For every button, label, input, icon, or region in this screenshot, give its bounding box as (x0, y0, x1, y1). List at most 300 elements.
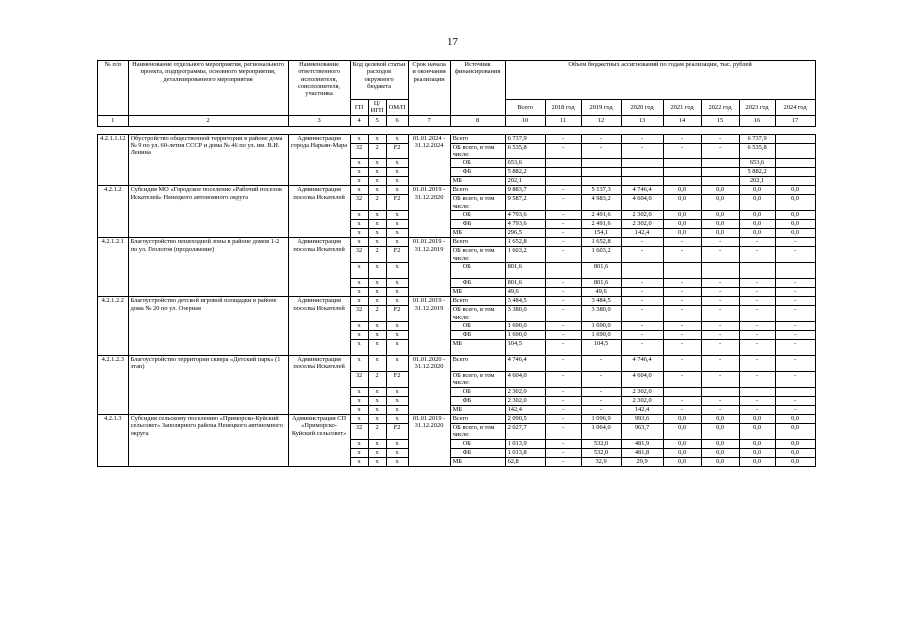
code-cell: х (386, 448, 408, 457)
code-cell: х (368, 134, 386, 143)
value-cell (701, 387, 739, 396)
code-cell: х (386, 168, 408, 177)
code-cell: х (386, 134, 408, 143)
value-cell: 6 737,9 (739, 134, 775, 143)
value-cell: - (701, 297, 739, 306)
value-cell: 1 690,0 (505, 321, 545, 330)
value-cell: - (701, 238, 739, 247)
code-cell: х (350, 457, 368, 466)
value-cell: - (775, 279, 815, 288)
value-cell: - (701, 339, 739, 355)
item-term: 01.01.2019 - 31.12.2019 (408, 297, 450, 356)
value-cell: 0,0 (663, 448, 701, 457)
item-executor: Администрация поселка Искателей (288, 238, 350, 297)
source-cell: ФБ (450, 448, 505, 457)
value-cell: 0,0 (775, 423, 815, 439)
value-cell (621, 159, 663, 168)
value-cell: - (663, 143, 701, 159)
value-cell: 0,0 (701, 423, 739, 439)
value-cell (701, 263, 739, 279)
value-cell: - (701, 306, 739, 322)
value-cell (545, 159, 581, 168)
code-cell: х (386, 387, 408, 396)
value-cell: - (775, 297, 815, 306)
value-cell: 4 604,0 (505, 371, 545, 387)
value-cell: 296,5 (505, 229, 545, 238)
value-cell: - (663, 288, 701, 297)
code-cell: 32 (350, 195, 368, 211)
header-source: Источник финансирования (450, 61, 505, 116)
value-cell (545, 263, 581, 279)
code-cell: х (368, 448, 386, 457)
value-cell: - (775, 288, 815, 297)
value-cell: 0,0 (663, 211, 701, 220)
value-cell: - (545, 143, 581, 159)
value-cell: - (581, 134, 621, 143)
value-cell: 0,0 (701, 439, 739, 448)
value-cell: 6 737,9 (505, 134, 545, 143)
code-cell: х (368, 439, 386, 448)
value-cell: 481,8 (621, 448, 663, 457)
code-cell: х (368, 186, 386, 195)
value-cell: 0,0 (663, 195, 701, 211)
source-cell: Всего (450, 355, 505, 371)
code-cell: х (368, 288, 386, 297)
header-row (98, 61, 816, 100)
code-cell: х (386, 297, 408, 306)
code-cell: х (386, 321, 408, 330)
code-cell: х (368, 396, 386, 405)
value-cell (545, 168, 581, 177)
code-cell: х (368, 297, 386, 306)
value-cell: - (739, 247, 775, 263)
value-cell: 653,6 (505, 159, 545, 168)
value-cell: 6 535,8 (739, 143, 775, 159)
value-cell: 4 604,0 (621, 195, 663, 211)
column-number: 6 (386, 115, 408, 126)
value-cell: - (545, 288, 581, 297)
value-cell: 2 491,6 (581, 211, 621, 220)
value-cell: 993,6 (621, 414, 663, 423)
header-total: Всего (505, 100, 545, 116)
header-code: Код целевой статьи расходов окружного бюджета (350, 61, 408, 100)
value-cell (663, 159, 701, 168)
code-cell: х (386, 414, 408, 423)
item-executor: Администрация СП «Приморско-Куйский сельсовет» (288, 414, 350, 466)
value-cell: 2 027,7 (505, 423, 545, 439)
value-cell: - (621, 339, 663, 355)
code-cell: х (350, 263, 368, 279)
value-cell: 963,7 (621, 423, 663, 439)
value-cell: - (545, 195, 581, 211)
value-cell (621, 177, 663, 186)
value-cell: - (701, 396, 739, 405)
code-cell: х (386, 330, 408, 339)
value-cell (545, 177, 581, 186)
column-number: 11 (545, 115, 581, 126)
value-cell: - (701, 321, 739, 330)
value-cell: 801,6 (505, 263, 545, 279)
code-cell: х (368, 238, 386, 247)
value-cell: - (545, 211, 581, 220)
code-cell: 32 (350, 371, 368, 387)
column-number: 12 (581, 115, 621, 126)
value-cell: - (621, 134, 663, 143)
value-cell: - (545, 405, 581, 414)
code-cell: х (368, 339, 386, 355)
value-cell: 0,0 (739, 423, 775, 439)
value-cell: - (545, 439, 581, 448)
value-cell: 104,5 (581, 339, 621, 355)
item-number: 4.2.1.3 (98, 414, 129, 466)
value-cell (581, 168, 621, 177)
code-cell: х (386, 339, 408, 355)
value-cell: 3 380,0 (581, 306, 621, 322)
source-cell: ФБ (450, 220, 505, 229)
column-number: 7 (408, 115, 450, 126)
header-year: 2022 год (701, 100, 739, 116)
value-cell: 0,0 (775, 220, 815, 229)
code-cell: х (350, 339, 368, 355)
value-cell (775, 263, 815, 279)
value-cell: - (545, 396, 581, 405)
value-cell (663, 387, 701, 396)
value-cell: - (545, 306, 581, 322)
value-cell: - (545, 247, 581, 263)
value-cell: - (545, 414, 581, 423)
value-cell: 532,0 (581, 448, 621, 457)
value-cell: 1 690,0 (505, 330, 545, 339)
item-number: 4.2.1.2 (98, 186, 129, 238)
value-cell: - (701, 288, 739, 297)
item-number: 4.2.1.2.2 (98, 297, 129, 356)
source-cell: ФБ (450, 396, 505, 405)
code-cell: х (368, 211, 386, 220)
value-cell: - (775, 405, 815, 414)
value-cell: 2 302,0 (621, 387, 663, 396)
value-cell: 2 302,0 (505, 396, 545, 405)
value-cell: 2 302,0 (621, 220, 663, 229)
code-cell: х (368, 279, 386, 288)
code-cell: 2 (368, 423, 386, 439)
code-cell: х (350, 321, 368, 330)
value-cell: 0,0 (739, 448, 775, 457)
column-number-row (98, 115, 816, 126)
source-cell: ОБ (450, 387, 505, 396)
value-cell: - (545, 423, 581, 439)
value-cell: 5 882,2 (739, 168, 775, 177)
item-number: 4.2.1.1.12 (98, 134, 129, 186)
item-name: Обустройство общественной территории в районе дома № 9 по ул. 60-летия СССР и дома № 46 по ул. им. В.И. Ленина (128, 134, 288, 186)
value-cell: 0,0 (663, 439, 701, 448)
table-row (98, 238, 816, 247)
value-cell (775, 143, 815, 159)
value-cell: 0,0 (663, 457, 701, 466)
value-cell: 0,0 (663, 220, 701, 229)
code-cell: х (350, 211, 368, 220)
value-cell (621, 168, 663, 177)
header-volume: Объем бюджетных ассигнований по годам реализации, тыс. рублей (505, 61, 815, 100)
value-cell: - (545, 238, 581, 247)
value-cell: 0,0 (775, 186, 815, 195)
source-cell: ОБ (450, 263, 505, 279)
value-cell (581, 159, 621, 168)
header-year: 2019 год (581, 100, 621, 116)
value-cell: 0,0 (739, 439, 775, 448)
code-cell: х (350, 279, 368, 288)
value-cell: - (775, 396, 815, 405)
table-row (98, 297, 816, 306)
source-cell: ФБ (450, 168, 505, 177)
header-executor: Наименование ответственного исполнителя, соисполнителя, участника (288, 61, 350, 116)
source-cell: ФБ (450, 330, 505, 339)
value-cell: - (581, 405, 621, 414)
value-cell: - (581, 371, 621, 387)
value-cell: - (621, 330, 663, 339)
value-cell: 3 484,5 (581, 297, 621, 306)
value-cell: - (775, 247, 815, 263)
value-cell: - (545, 134, 581, 143)
value-cell: - (545, 330, 581, 339)
value-cell: 62,8 (505, 457, 545, 466)
code-cell: х (368, 168, 386, 177)
value-cell: 1 013,9 (505, 439, 545, 448)
value-cell: 0,0 (775, 414, 815, 423)
value-cell (663, 177, 701, 186)
value-cell: - (663, 297, 701, 306)
value-cell: 4 746,4 (621, 186, 663, 195)
value-cell: 0,0 (663, 414, 701, 423)
value-cell: - (775, 321, 815, 330)
code-cell: 2 (368, 195, 386, 211)
value-cell: 653,6 (739, 159, 775, 168)
value-cell: - (545, 355, 581, 371)
code-cell: 2 (368, 247, 386, 263)
value-cell: 1 064,0 (581, 423, 621, 439)
value-cell: - (581, 143, 621, 159)
value-cell: - (739, 371, 775, 387)
code-cell: х (350, 159, 368, 168)
code-cell: х (350, 288, 368, 297)
value-cell: - (621, 143, 663, 159)
value-cell: 0,0 (775, 229, 815, 238)
value-cell: 1 603,2 (505, 247, 545, 263)
code-cell: х (350, 405, 368, 414)
header-ompp: ОМ/П (386, 100, 408, 116)
source-cell: ОБ (450, 439, 505, 448)
column-number: 16 (739, 115, 775, 126)
value-cell: 0,0 (739, 457, 775, 466)
value-cell: 2 491,6 (581, 220, 621, 229)
value-cell: 0,0 (701, 186, 739, 195)
value-cell: - (621, 279, 663, 288)
value-cell: - (663, 330, 701, 339)
code-cell: х (368, 405, 386, 414)
value-cell: 4 746,4 (505, 355, 545, 371)
value-cell: - (545, 371, 581, 387)
value-cell: 0,0 (701, 211, 739, 220)
value-cell: 1 096,9 (581, 414, 621, 423)
column-number: 10 (505, 115, 545, 126)
value-cell: - (701, 247, 739, 263)
value-cell: 142,4 (621, 229, 663, 238)
code-cell: х (368, 330, 386, 339)
value-cell: 0,0 (775, 211, 815, 220)
value-cell: 0,0 (739, 220, 775, 229)
source-cell: ОБ (450, 321, 505, 330)
value-cell (663, 263, 701, 279)
value-cell: 142,4 (621, 405, 663, 414)
value-cell: 0,0 (775, 448, 815, 457)
item-executor: Администрация поселка Искателей (288, 297, 350, 356)
page-number: 17 (447, 36, 458, 48)
value-cell: 49,6 (581, 288, 621, 297)
table-row (98, 355, 816, 371)
value-cell (775, 387, 815, 396)
value-cell: - (581, 387, 621, 396)
value-cell: - (775, 330, 815, 339)
code-cell: F2 (386, 371, 408, 387)
value-cell: 0,0 (701, 448, 739, 457)
source-cell: МБ (450, 229, 505, 238)
source-cell: Всего (450, 134, 505, 143)
value-cell: 5 137,3 (581, 186, 621, 195)
column-number: 17 (775, 115, 815, 126)
source-cell: ОБ (450, 211, 505, 220)
code-cell: х (386, 211, 408, 220)
source-cell: ОБ всего, в том числе: (450, 423, 505, 439)
value-cell (701, 159, 739, 168)
code-cell: х (386, 263, 408, 279)
item-number: 4.2.1.2.1 (98, 238, 129, 297)
value-cell (775, 159, 815, 168)
value-cell: - (775, 339, 815, 355)
column-number: 8 (450, 115, 505, 126)
value-cell: 0,0 (701, 457, 739, 466)
value-cell: 6 535,8 (505, 143, 545, 159)
value-cell: - (739, 330, 775, 339)
code-cell: х (386, 288, 408, 297)
value-cell: - (739, 288, 775, 297)
source-cell: Всего (450, 414, 505, 423)
value-cell: 0,0 (663, 229, 701, 238)
value-cell: 9 587,2 (505, 195, 545, 211)
item-executor: Администрация города Нарьян-Мара (288, 134, 350, 186)
value-cell: 0,0 (739, 211, 775, 220)
value-cell: 801,6 (505, 279, 545, 288)
value-cell: - (545, 387, 581, 396)
value-cell: - (663, 371, 701, 387)
item-term: 01.01.2019 - 31.12.2020 (408, 414, 450, 466)
header-year: 2018 год (545, 100, 581, 116)
code-cell: х (368, 263, 386, 279)
code-cell: х (368, 414, 386, 423)
value-cell: 2 302,0 (505, 387, 545, 396)
value-cell: - (581, 355, 621, 371)
value-cell: - (581, 396, 621, 405)
value-cell: 32,9 (581, 457, 621, 466)
value-cell (775, 168, 815, 177)
source-cell: ОБ всего, в том числе: (450, 247, 505, 263)
value-cell: 1 652,8 (581, 238, 621, 247)
source-cell: МБ (450, 177, 505, 186)
value-cell: - (701, 279, 739, 288)
value-cell: 0,0 (775, 457, 815, 466)
value-cell: 4 793,6 (505, 211, 545, 220)
value-cell: - (621, 247, 663, 263)
header-year: 2024 год (775, 100, 815, 116)
value-cell: 4 604,0 (621, 371, 663, 387)
value-cell: 4 793,6 (505, 220, 545, 229)
source-cell: ОБ (450, 159, 505, 168)
code-cell: х (368, 457, 386, 466)
header-name: Наименование отдельного мероприятия, регионального проекта, подпрограммы, основного мероприятия, детализированного мероприятия (128, 61, 288, 116)
column-number: 1 (98, 115, 129, 126)
spacer-row (98, 126, 816, 134)
item-term: 01.01.2019 - 31.12.2020 (408, 186, 450, 238)
value-cell: 9 883,7 (505, 186, 545, 195)
value-cell: - (701, 371, 739, 387)
header-gp: ГП (350, 100, 368, 116)
item-executor: Администрация поселка Искателей (288, 186, 350, 238)
value-cell: 4 746,4 (621, 355, 663, 371)
code-cell: х (350, 134, 368, 143)
source-cell: ФБ (450, 279, 505, 288)
value-cell: 1 603,2 (581, 247, 621, 263)
item-term: 01.01.2019 - 31.12.2019 (408, 238, 450, 297)
code-cell: 2 (368, 371, 386, 387)
code-cell: х (386, 355, 408, 371)
value-cell (775, 134, 815, 143)
code-cell: х (350, 387, 368, 396)
value-cell: - (775, 371, 815, 387)
budget-table (97, 60, 816, 467)
value-cell (775, 177, 815, 186)
code-cell: х (350, 186, 368, 195)
value-cell: - (621, 321, 663, 330)
code-cell: х (386, 177, 408, 186)
column-number: 14 (663, 115, 701, 126)
value-cell (621, 263, 663, 279)
code-cell: х (350, 168, 368, 177)
value-cell: 0,0 (663, 423, 701, 439)
value-cell: 0,0 (739, 229, 775, 238)
column-number: 2 (128, 115, 288, 126)
value-cell: - (701, 143, 739, 159)
value-cell: 202,1 (739, 177, 775, 186)
item-term: 01.01.2024 - 31.12.2024 (408, 134, 450, 186)
source-cell: МБ (450, 405, 505, 414)
source-cell: ОБ всего, в том числе: (450, 195, 505, 211)
code-cell: 2 (368, 306, 386, 322)
value-cell: - (663, 339, 701, 355)
value-cell: 0,0 (739, 195, 775, 211)
value-cell: - (663, 238, 701, 247)
value-cell: - (663, 396, 701, 405)
value-cell: 801,6 (581, 263, 621, 279)
value-cell: - (739, 405, 775, 414)
value-cell: - (663, 279, 701, 288)
code-cell: х (350, 330, 368, 339)
code-cell: х (350, 439, 368, 448)
source-cell: ОБ всего, в том числе: (450, 371, 505, 387)
code-cell: 32 (350, 423, 368, 439)
value-cell: - (545, 457, 581, 466)
header-year: 2023 год (739, 100, 775, 116)
value-cell: - (545, 186, 581, 195)
code-cell: х (368, 355, 386, 371)
column-number: 15 (701, 115, 739, 126)
